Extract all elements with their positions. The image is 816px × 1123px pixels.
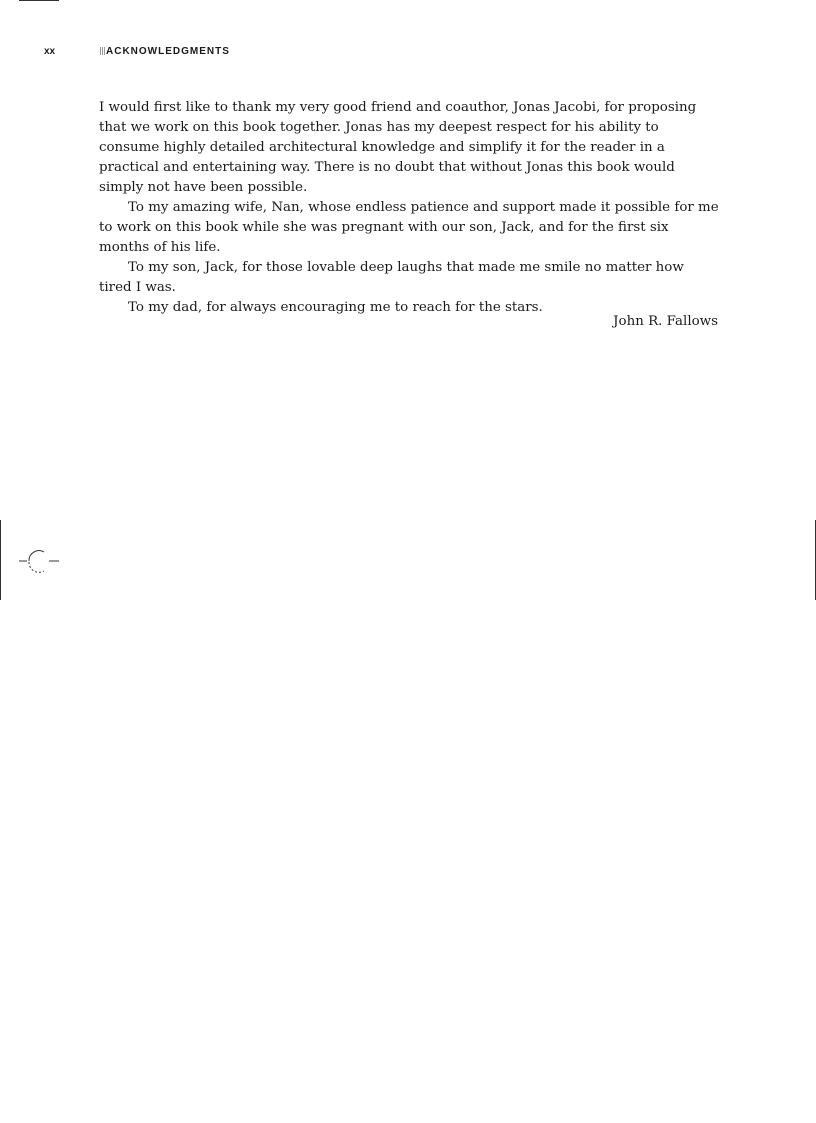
top-crop-rule [19, 0, 59, 1]
crop-registration-mark-icon [19, 550, 61, 574]
paragraph-1: I would first like to thank my very good friend and coauthor, Jonas Jacobi, for proposing that we work on this book together. Jonas has my deepest respect for his ability to consume highly detailed architectural knowledge and simplify it for the reader in a practical and entertaining way. There is no doubt that without Jonas this book would simply not have been possible. [99, 100, 697, 195]
gray-hatch-square-icon [100, 47, 105, 55]
paragraph-4: To my dad, for always encouraging me to reach for the stars. [128, 300, 543, 315]
paragraph-2: To my amazing wife, Nan, whose endless patience and support made it possible for me to work on this book while she was pregnant with our son, Jack, and for the first six months of his life. [99, 200, 719, 255]
paragraph-3: To my son, Jack, for those lovable deep laughs that made me smile no matter how tired I was. [99, 260, 684, 295]
acknowledgments-body [99, 98, 719, 318]
left-crop-line [0, 520, 1, 600]
page-number: xx [44, 45, 56, 57]
author-signature: John R. Fallows [613, 314, 718, 329]
running-head [44, 44, 230, 58]
section-title: ACKNOWLEDGMENTS [106, 45, 230, 57]
